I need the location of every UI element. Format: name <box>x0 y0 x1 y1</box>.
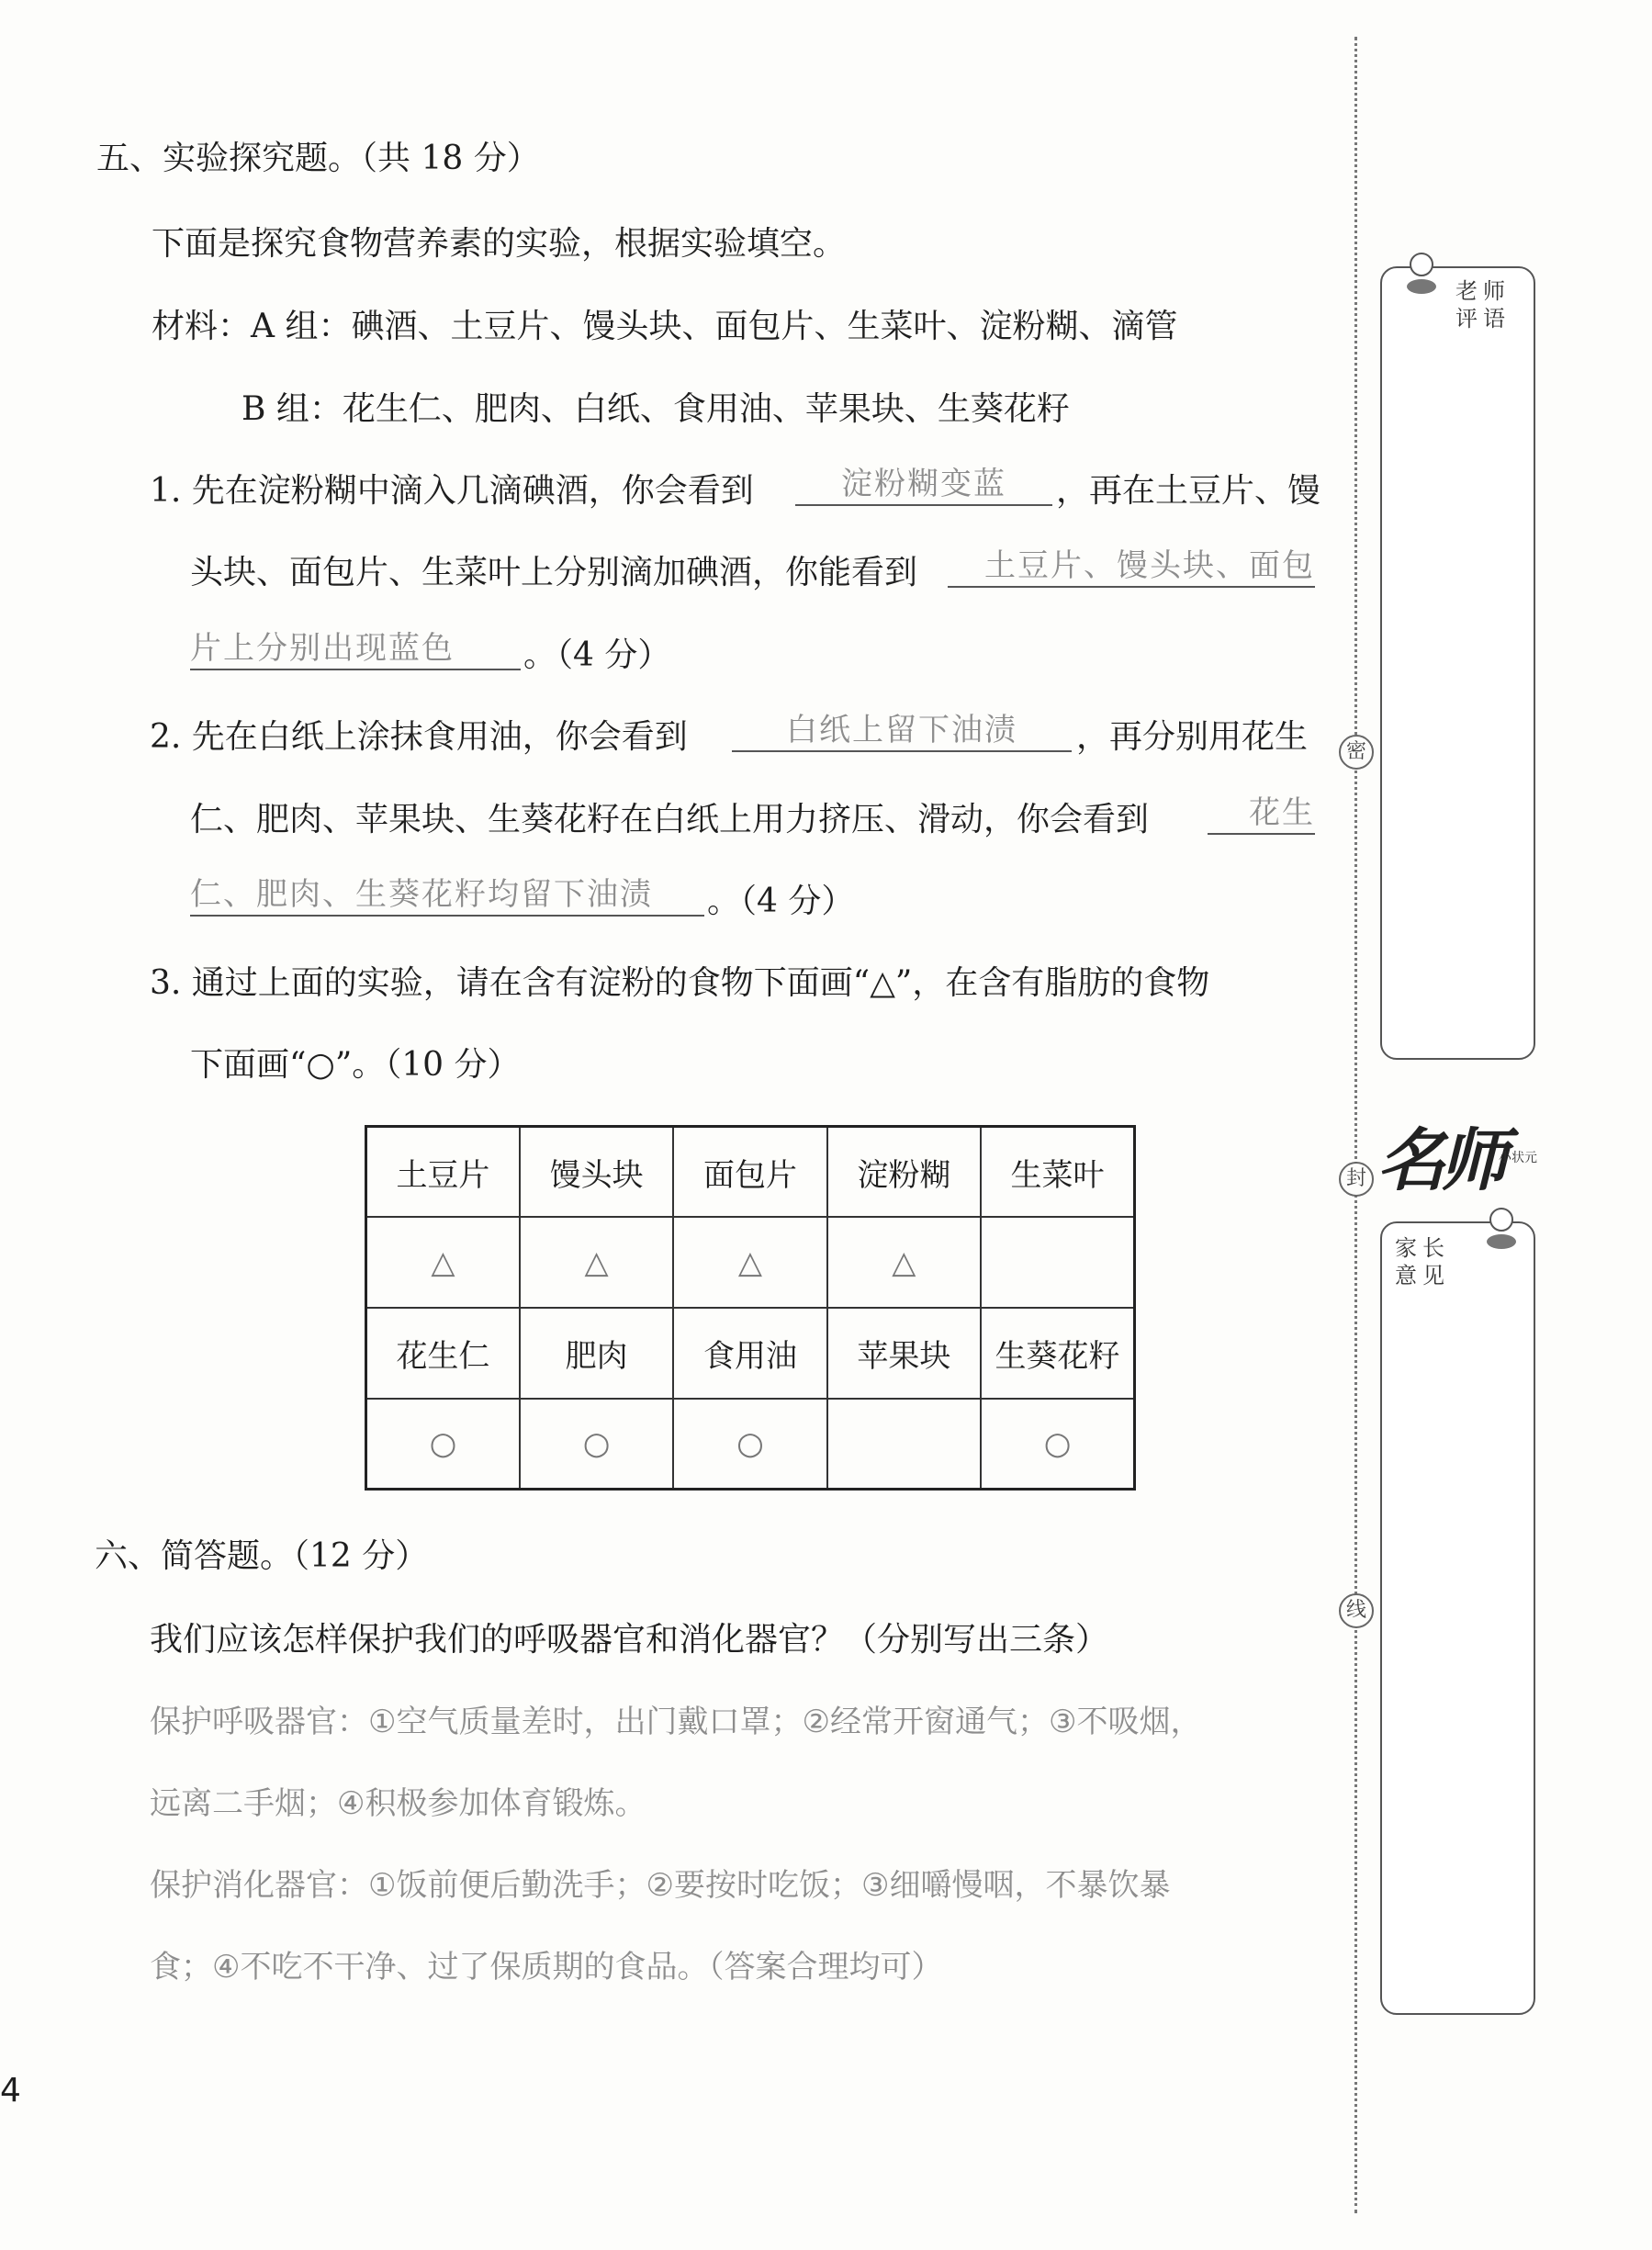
triangle-mark: △ <box>520 1217 673 1308</box>
teacher-label-line1: 老师 <box>1455 278 1511 304</box>
answer-digestive-1: 保护消化器官：①饭前便后勤洗手；②要按时吃饭；③细嚼慢咽，不暴饮暴 <box>150 1867 1171 1904</box>
q1-text-b: ，再在土豆片、馒 <box>1056 472 1321 510</box>
parent-label-line1: 家长 <box>1395 1235 1450 1261</box>
q3-text-a: 3. 通过上面的实验，请在含有淀粉的食物下面画“△”，在含有脂肪的食物 <box>150 964 1210 1002</box>
q1-score: 。（4 分） <box>523 636 671 674</box>
q1-blank2a: 土豆片、馒头块、面包 <box>948 547 1315 588</box>
table-cell: 馒头块 <box>520 1127 673 1218</box>
circle-mark: ○ <box>673 1399 826 1490</box>
q2-text-c: 仁、肥肉、苹果块、生葵花籽在白纸上用力挤压、滑动，你会看到 <box>190 801 1150 838</box>
binding-dotted-line <box>1354 37 1357 2213</box>
seal-mark-xian: 线 <box>1339 1593 1374 1628</box>
empty-mark <box>981 1217 1134 1308</box>
brand-subtitle: 小状元 <box>1499 1151 1537 1165</box>
circle-mark: ○ <box>366 1399 520 1490</box>
answer-respiratory-1: 保护呼吸器官：①空气质量差时，出门戴口罩；②经常开窗通气；③不吸烟， <box>150 1704 1202 1740</box>
section5-intro: 下面是探究食物营养素的实验，根据实验填空。 <box>152 225 847 263</box>
table-cell: 生葵花籽 <box>981 1308 1134 1399</box>
answer-respiratory-2: 远离二手烟；④积极参加体育锻炼。 <box>150 1785 646 1822</box>
page-number: 4 <box>0 2072 21 2109</box>
teacher-label-line2: 评语 <box>1455 306 1511 332</box>
experiment-table <box>365 1125 1136 1491</box>
q1-blank1: 淀粉糊变蓝 <box>795 466 1052 506</box>
circle-mark: ○ <box>520 1399 673 1490</box>
q2-score: 。（4 分） <box>707 883 855 920</box>
triangle-mark: △ <box>827 1217 981 1308</box>
table-cell: 食用油 <box>673 1308 826 1399</box>
q2-text-b: ，再分别用花生 <box>1076 718 1309 756</box>
section5-title: 五、实验探究题。（共 18 分） <box>96 140 540 177</box>
table-row <box>366 1308 1135 1399</box>
section6-title: 六、简答题。（12 分） <box>95 1537 429 1575</box>
table-cell: 花生仁 <box>366 1308 520 1399</box>
q1-text-a: 1. 先在淀粉糊中滴入几滴碘酒，你会看到 <box>150 472 754 510</box>
triangle-mark: △ <box>366 1217 520 1308</box>
seal-mark-mi: 密 <box>1339 735 1374 770</box>
table-row <box>366 1217 1135 1308</box>
table-cell: 面包片 <box>673 1127 826 1218</box>
table-cell: 淀粉糊 <box>827 1127 981 1218</box>
seal-mark-feng: 封 <box>1339 1162 1374 1197</box>
mascot-icon <box>1389 248 1454 303</box>
q1-text-c: 头块、面包片、生菜叶上分别滴加碘酒，你能看到 <box>190 554 918 591</box>
table-cell: 苹果块 <box>827 1308 981 1399</box>
circle-mark: ○ <box>981 1399 1134 1490</box>
materials-b: B 组：花生仁、肥肉、白纸、食用油、苹果块、生葵花籽 <box>242 390 1070 428</box>
table-cell: 肥肉 <box>520 1308 673 1399</box>
table-cell: 土豆片 <box>366 1127 520 1218</box>
answer-digestive-2: 食；④不吃不干净、过了保质期的食品。（答案合理均可） <box>150 1949 943 1986</box>
q1-blank2b: 片上分别出现蓝色 <box>190 630 521 670</box>
q2-blank2a: 花生 <box>1208 794 1315 835</box>
table-row <box>366 1399 1135 1490</box>
table-cell: 生菜叶 <box>981 1127 1134 1218</box>
section6-question: 我们应该怎样保护我们的呼吸器官和消化器官？（分别写出三条） <box>150 1621 1109 1659</box>
parent-comment-box <box>1380 1221 1535 2015</box>
mascot-icon <box>1469 1203 1534 1258</box>
brand-logo: 名师 <box>1377 1121 1502 1200</box>
q2-text-a: 2. 先在白纸上涂抹食用油，你会看到 <box>150 718 688 756</box>
q2-blank2b: 仁、肥肉、生葵花籽均留下油渍 <box>190 876 704 917</box>
triangle-mark: △ <box>673 1217 826 1308</box>
table-row <box>366 1127 1135 1218</box>
empty-mark <box>827 1399 981 1490</box>
parent-label-line2: 意见 <box>1395 1263 1450 1288</box>
q2-blank1: 白纸上留下油渍 <box>732 712 1072 752</box>
teacher-comment-box <box>1380 266 1535 1060</box>
materials-a: 材料：A 组：碘酒、土豆片、馒头块、面包片、生菜叶、淀粉糊、滴管 <box>152 308 1178 345</box>
q3-text-b: 下面画“○”。（10 分） <box>190 1046 521 1084</box>
